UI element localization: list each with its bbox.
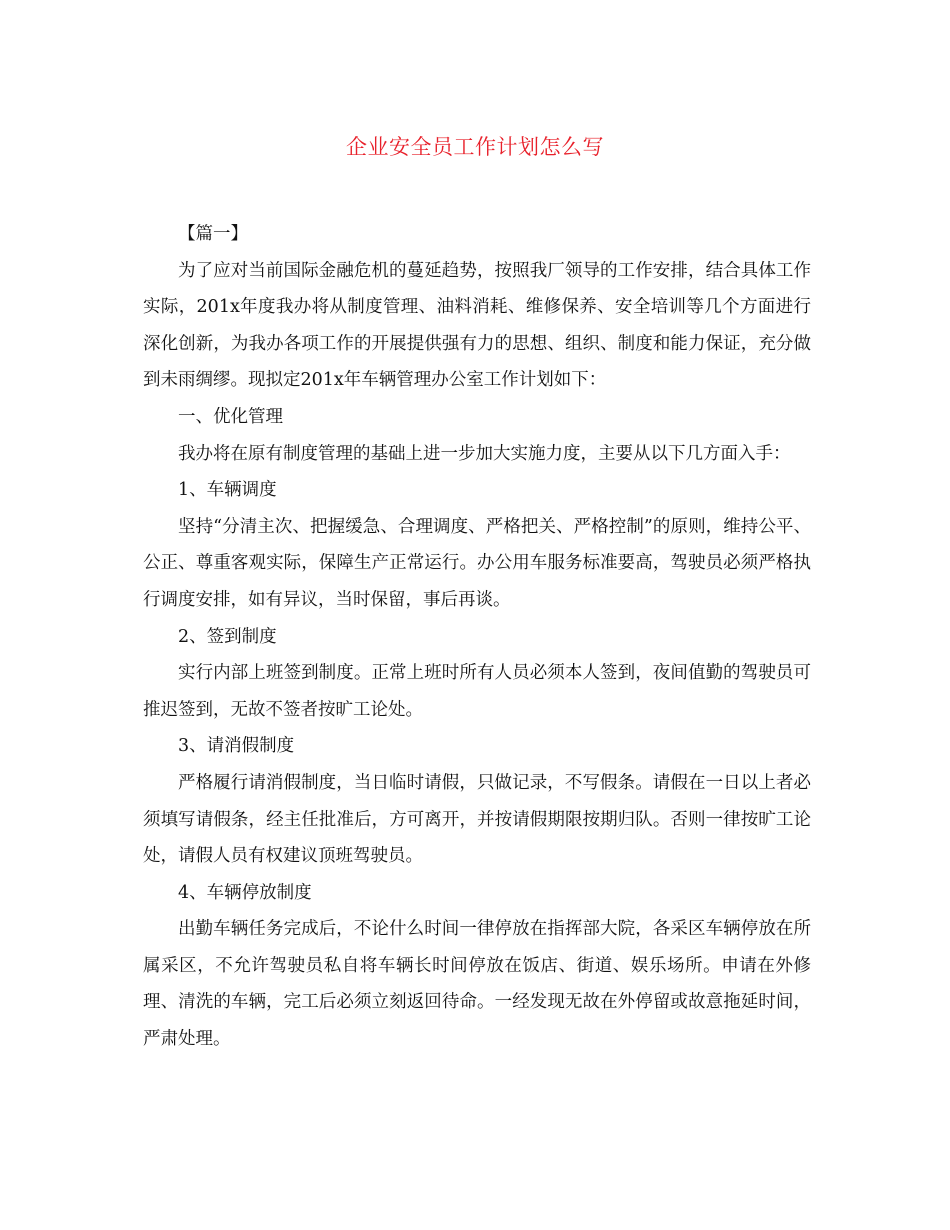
paragraph: 坚持“分清主次、把握缓急、合理调度、严格把关、严格控制”的原则，维持公平、公正、尊重客观实际，保障生产正常运行。办公用车服务标准要高，驾驶员必须严格执行调度安排，如有异议，当时保留，事后再谈。 — [143, 516, 811, 610]
document-body — [143, 216, 811, 1058]
subsection-heading: 1、车辆调度 — [178, 480, 277, 501]
subsection-heading: 3、请消假制度 — [178, 736, 295, 757]
section-label: 【篇一】 — [178, 224, 248, 244]
paragraph: 出勤车辆任务完成后，不论什么时间一律停放在指挥部大院，各采区车辆停放在所属采区，不允许驾驶员私自将车辆长时间停放在饭店、街道、娱乐场所。申请在外修理、清洗的车辆，完工后必须立刻返回待命。一经发现无故在外停留或故意拖延时间，严肃处理。 — [143, 919, 811, 1050]
paragraph: 实行内部上班签到制度。正常上班时所有人员必须本人签到，夜间值勤的驾驶员可推迟签到，无故不签者按旷工论处。 — [143, 663, 811, 720]
subsection-heading: 4、车辆停放制度 — [178, 882, 312, 903]
document-title: 企业安全员工作计划怎么写 — [346, 135, 604, 159]
section-heading: 一、优化管理 — [178, 406, 283, 427]
subsection-heading: 2、签到制度 — [178, 626, 277, 647]
paragraph: 严格履行请消假制度，当日临时请假，只做记录，不写假条。请假在一日以上者必须填写请假条，经主任批准后，方可离开，并按请假期限按期归队。否则一律按旷工论处，请假人员有权建议顶班驾驶员。 — [143, 772, 811, 867]
paragraph: 我办将在原有制度管理的基础上进一步加大实施力度，主要从以下几方面入手： — [178, 443, 791, 464]
paragraph: 为了应对当前国际金融危机的蔓延趋势，按照我厂领导的工作安排，结合具体工作实际，201x年度我办将从制度管理、油料消耗、维修保养、安全培训等几个方面进行深化创新，为我办各项工作的开展提供强有力的思想、组织、制度和能力保证，充分做到未雨绸缪。现拟定201x年车辆管理办公室工作计划如下： — [143, 260, 811, 391]
